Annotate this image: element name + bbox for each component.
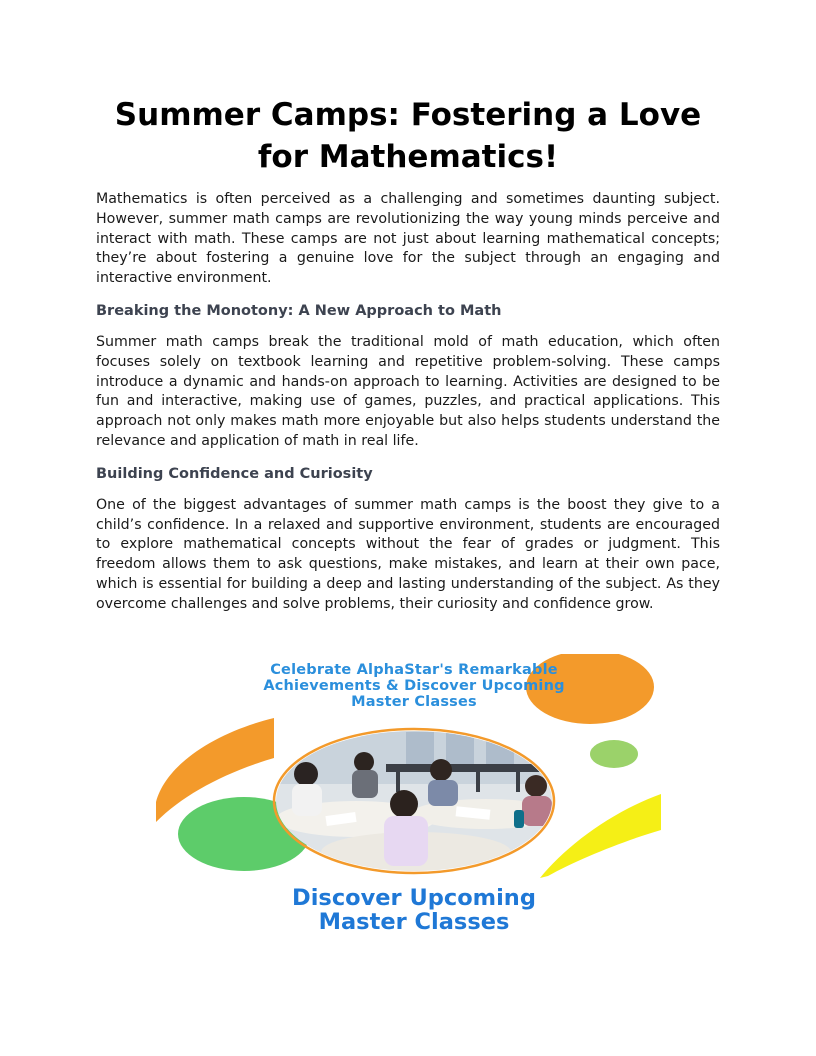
light-green-dot [590, 740, 638, 768]
promo-footer [156, 886, 661, 934]
section-body-monotony: Summer math camps break the traditional mold of math education, which often focuses solely on textbook learning and repetitive problem-solving. These camps introduce a dynamic and hands-on approach to learning. Activities are designed to be fun and interactive, making use of games, puzzles, and practical applications. This approach not only makes math more enjoyable but also helps students understand the relevance and application of math in real life. [96, 333, 720, 449]
promo-footer-line-1: Discover Upcoming [292, 885, 536, 911]
classroom-photo [266, 724, 566, 884]
promo-header-line-2: Achievements & Discover Upcoming [263, 678, 565, 694]
promo-header [156, 662, 661, 710]
promo-banner [156, 654, 661, 940]
page-title: Summer Camps: Fostering a Love for Mathematics! [114, 97, 702, 175]
yellow-arc [540, 794, 661, 878]
section-heading-monotony: Breaking the Monotony: A New Approach to Math [96, 302, 502, 319]
section-body-confidence: One of the biggest advantages of summer math camps is the boost they give to a child’s confidence. In a relaxed and supportive environment, students are encouraged to explore mathematical concepts without the fear of grades or judgment. This freedom allows them to ask questions, make mistakes, and learn at their own pace, which is essential for building a deep and lasting understanding of the subject. As they overcome challenges and solve problems, their curiosity and confidence grow. [96, 496, 720, 612]
section-heading-confidence: Building Confidence and Curiosity [96, 465, 373, 482]
article [96, 94, 720, 615]
intro-paragraph: Mathematics is often perceived as a challenging and sometimes daunting subject. However, summer math camps are revolutionizing the way young minds perceive and interact with math. These camps are not just about learning mathematical concepts; they’re about fostering a genuine love for the subject through an engaging and interactive environment. [96, 191, 720, 287]
promo-header-line-1: Celebrate AlphaStar's Remarkable [270, 662, 558, 678]
promo-header-line-3: Master Classes [351, 694, 477, 710]
promo-footer-line-2: Master Classes [318, 909, 510, 935]
